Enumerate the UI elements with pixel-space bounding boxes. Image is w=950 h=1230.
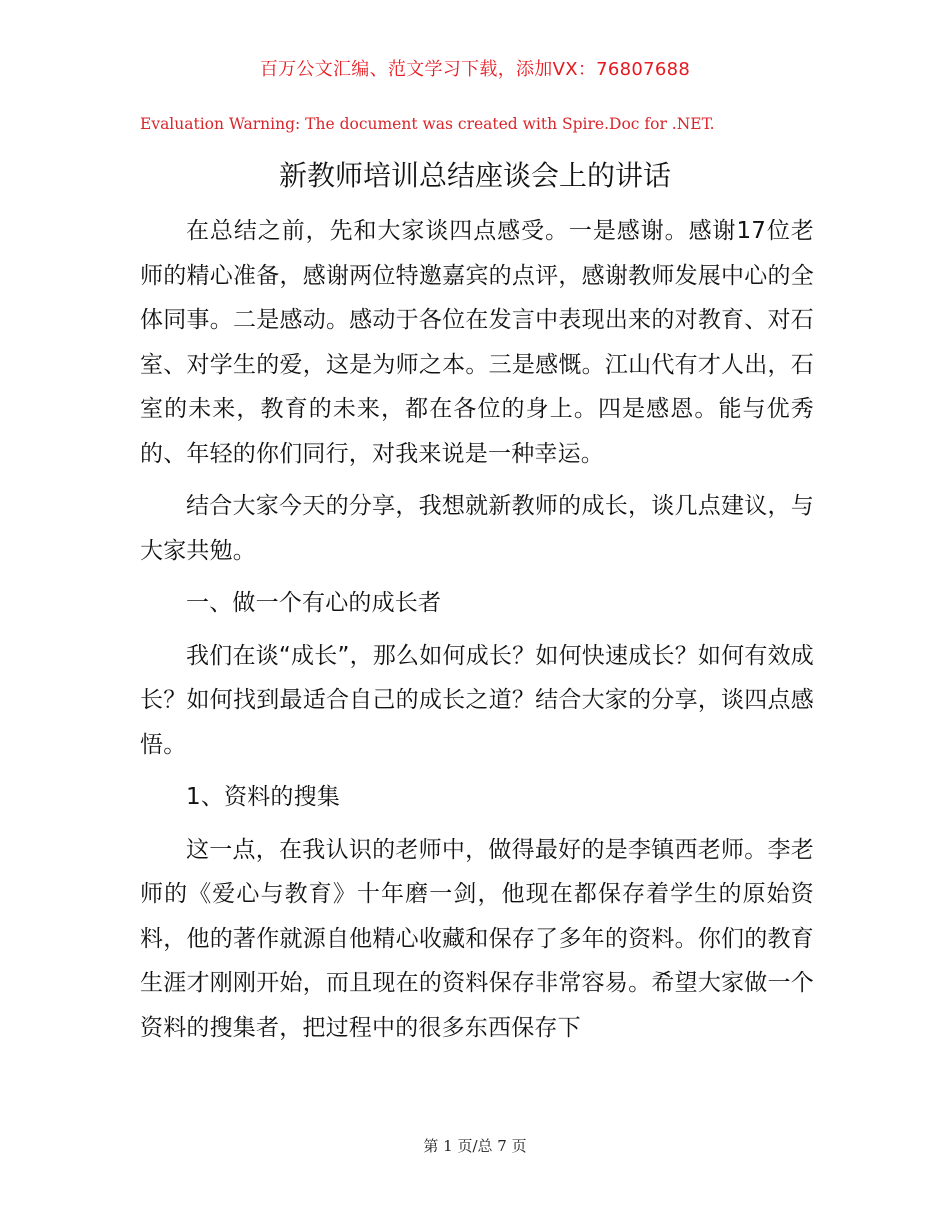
paragraph-suggestions: 结合大家今天的分享，我想就新教师的成长，谈几点建议，与大家共勉。 <box>140 493 814 564</box>
paragraph-materials: 这一点，在我认识的老师中，做得最好的是李镇西老师。李老师的《爱心与教育》十年磨一剑，他现在都保存着学生的原始资料，他的著作就源自他精心收藏和保存了多年的资料。你们的教育生涯才刚刚开始，而且现在的资料保存非常容易。希望大家做一个资料的搜集者，把过程中的很多东西保存下 <box>140 836 814 1041</box>
subsection-heading-1: 1、资料的搜集 <box>186 784 341 810</box>
paragraph-growth: 我们在谈“成长”，那么如何成长？如何快速成长？如何有效成长？如何找到最适合自己的成长之道？结合大家的分享，谈四点感悟。 <box>140 642 814 758</box>
evaluation-warning: Evaluation Warning: The document was created with Spire.Doc for .NET. <box>140 115 715 133</box>
document-body <box>140 209 814 1058</box>
document-title: 新教师培训总结座谈会上的讲话 <box>278 159 671 192</box>
section-heading-1: 一、做一个有心的成长者 <box>186 590 442 616</box>
promo-banner: 百万公文汇编、范文学习下载，添加VX：76807688 <box>259 59 691 80</box>
page-footer: 第 1 页/总 7 页 <box>423 1137 527 1155</box>
paragraph-intro: 在总结之前，先和大家谈四点感受。一是感谢。感谢17位老师的精心准备，感谢两位特邀嘉宾的点评，感谢教师发展中心的全体同事。二是感动。感动于各位在发言中表现出来的对教育、对石室、对学生的爱，这是为师之本。三是感慨。江山代有才人出，石室的未来，教育的未来，都在各位的身上。四是感恩。能与优秀的、年轻的你们同行，对我来说是一种幸运。 <box>140 218 814 467</box>
